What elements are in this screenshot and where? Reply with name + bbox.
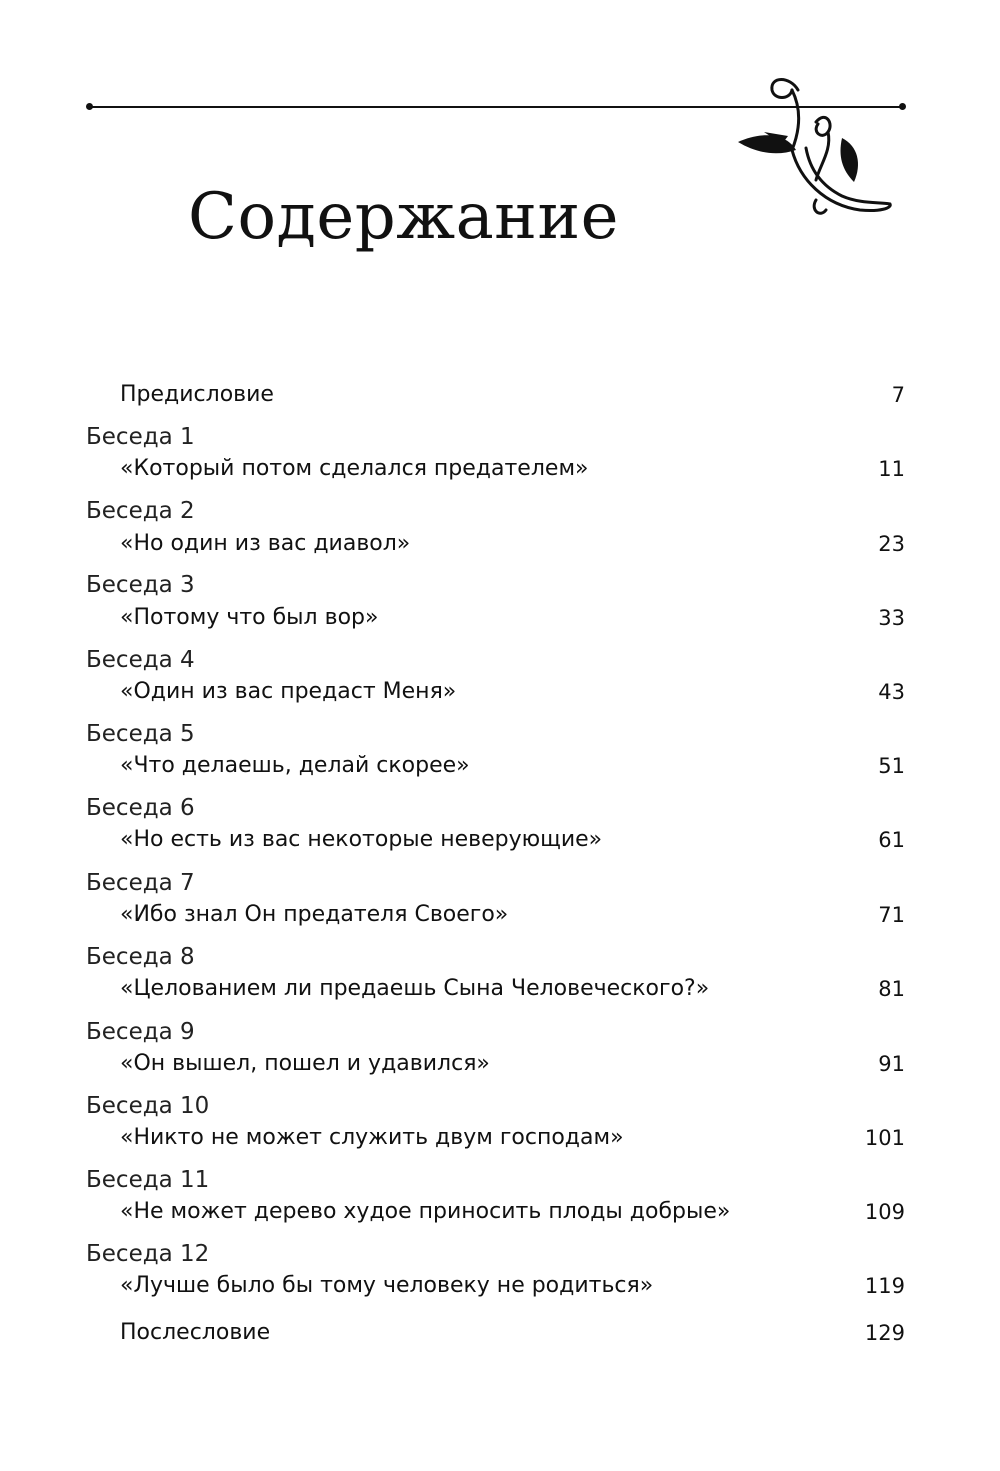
entry-title: «Потому что был вор» bbox=[120, 605, 379, 630]
toc-conversation-label bbox=[0, 717, 1000, 751]
conversation-label: Беседа 11 bbox=[86, 1167, 210, 1193]
toc-entry[interactable] bbox=[0, 1269, 1000, 1303]
toc-conversation-label bbox=[0, 494, 1000, 528]
conversation-label: Беседа 3 bbox=[86, 572, 195, 598]
toc-entry[interactable] bbox=[0, 898, 1000, 932]
entry-title: «Но есть из вас некоторые неверующие» bbox=[120, 827, 603, 852]
entry-title: «Но один из вас диавол» bbox=[120, 531, 411, 556]
entry-page-number: 71 bbox=[878, 903, 905, 927]
conversation-label: Беседа 7 bbox=[86, 870, 195, 896]
toc-entry[interactable] bbox=[0, 527, 1000, 561]
entry-page-number: 91 bbox=[878, 1052, 905, 1076]
toc-conversation-label bbox=[0, 791, 1000, 825]
entry-page-number: 7 bbox=[891, 383, 905, 407]
entry-title: «Не может дерево худое приносить плоды добрые» bbox=[120, 1199, 731, 1224]
conversation-label: Беседа 2 bbox=[86, 498, 195, 524]
toc-entry[interactable] bbox=[0, 1121, 1000, 1155]
toc-conversation-label bbox=[0, 866, 1000, 900]
conversation-label: Беседа 4 bbox=[86, 647, 195, 673]
conversation-label: Беседа 5 bbox=[86, 721, 195, 747]
entry-title: «Целованием ли предаешь Сына Человеческого?» bbox=[120, 976, 710, 1001]
entry-page-number: 23 bbox=[878, 532, 905, 556]
conversation-label: Беседа 9 bbox=[86, 1019, 195, 1045]
entry-title: Предисловие bbox=[120, 382, 274, 407]
entry-page-number: 33 bbox=[878, 606, 905, 630]
entry-page-number: 43 bbox=[878, 680, 905, 704]
toc-entry[interactable] bbox=[0, 1195, 1000, 1229]
conversation-label: Беседа 8 bbox=[86, 944, 195, 970]
toc-entry[interactable] bbox=[0, 749, 1000, 783]
toc-conversation-label bbox=[0, 1163, 1000, 1197]
conversation-label: Беседа 12 bbox=[86, 1241, 210, 1267]
entry-page-number: 51 bbox=[878, 754, 905, 778]
toc-entry[interactable] bbox=[0, 972, 1000, 1006]
entry-title: «Ибо знал Он предателя Своего» bbox=[120, 902, 509, 927]
entry-page-number: 109 bbox=[864, 1200, 905, 1224]
toc-conversation-label bbox=[0, 940, 1000, 974]
toc-entry[interactable] bbox=[0, 1047, 1000, 1081]
entry-title: «Он вышел, пошел и удавился» bbox=[120, 1051, 490, 1076]
toc-conversation-label bbox=[0, 1237, 1000, 1271]
entry-page-number: 81 bbox=[878, 977, 905, 1001]
entry-page-number: 61 bbox=[878, 828, 905, 852]
entry-title: «Который потом сделался предателем» bbox=[120, 456, 589, 481]
entry-page-number: 101 bbox=[864, 1126, 905, 1150]
toc-conversation-label bbox=[0, 1089, 1000, 1123]
entry-page-number: 129 bbox=[864, 1321, 905, 1345]
toc-entry[interactable] bbox=[0, 601, 1000, 635]
entry-page-number: 11 bbox=[878, 457, 905, 481]
entry-page-number: 119 bbox=[864, 1274, 905, 1298]
toc-conversation-label bbox=[0, 420, 1000, 454]
toc-entry[interactable] bbox=[0, 452, 1000, 486]
conversation-label: Беседа 10 bbox=[86, 1093, 210, 1119]
toc-conversation-label bbox=[0, 1015, 1000, 1049]
conversation-label: Беседа 1 bbox=[86, 424, 195, 450]
toc-entry[interactable] bbox=[0, 675, 1000, 709]
conversation-label: Беседа 6 bbox=[86, 795, 195, 821]
entry-title: «Один из вас предаст Меня» bbox=[120, 679, 457, 704]
toc-entry-preface[interactable] bbox=[0, 378, 1000, 412]
toc-entry-afterword[interactable] bbox=[0, 1316, 1000, 1350]
entry-title: «Никто не может служить двум господам» bbox=[120, 1125, 624, 1150]
entry-title: Послесловие bbox=[120, 1320, 271, 1345]
toc-conversation-label bbox=[0, 568, 1000, 602]
entry-title: «Лучше было бы тому человеку не родиться» bbox=[120, 1273, 654, 1298]
toc-entry[interactable] bbox=[0, 823, 1000, 857]
toc-conversation-label bbox=[0, 643, 1000, 677]
entry-title: «Что делаешь, делай скорее» bbox=[120, 753, 470, 778]
page-title: Содержание bbox=[188, 180, 619, 254]
